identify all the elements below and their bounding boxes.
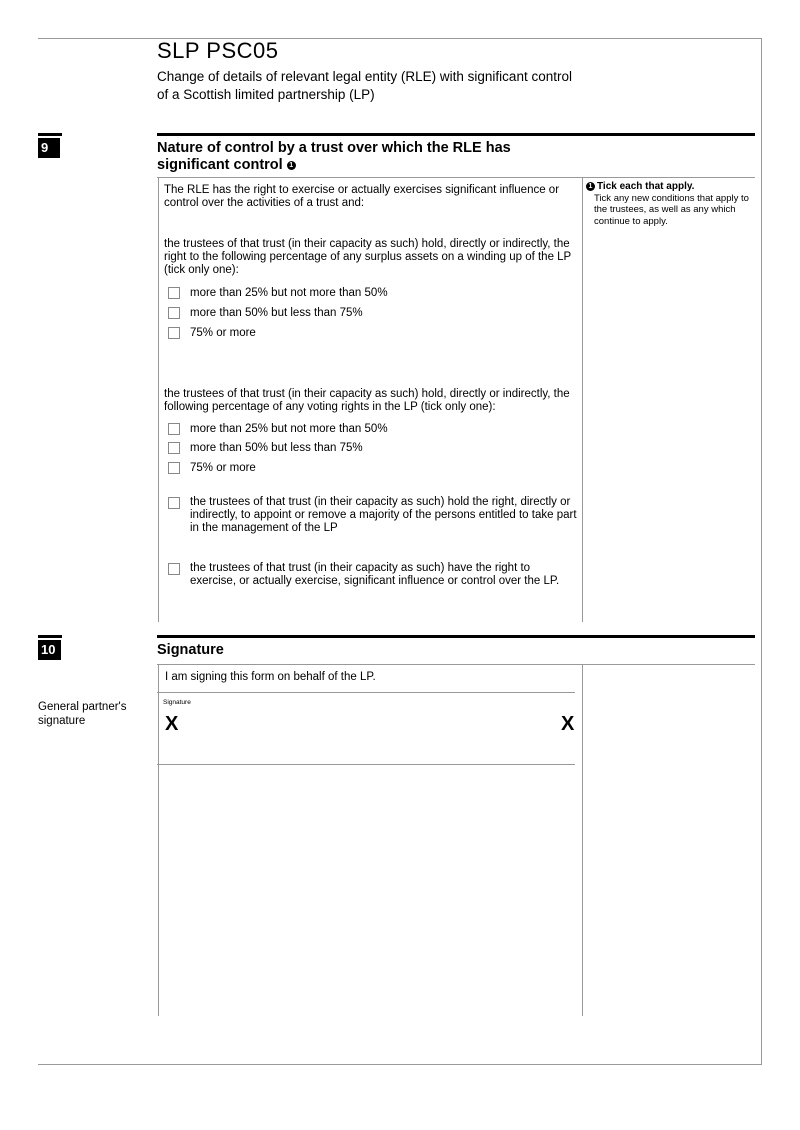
note-heading [586,181,758,193]
guidance-note [586,181,758,227]
section10-badge-rule [38,635,62,638]
voting-intro: the trustees of that trust (in their capacity as such) hold, directly or indirectly, the following percentage of any voting rights in the LP (tick only one): [164,388,570,413]
assets-option-25-50[interactable] [168,286,388,300]
voting-option-75-plus[interactable] [168,461,256,475]
section9-intro: The RLE has the right to exercise or actually exercises significant influence or control over the activities of a trust and: [164,184,560,209]
checkbox[interactable] [168,423,180,435]
top-border [38,38,762,39]
signature-start-mark: X [165,713,179,735]
assets-intro: the trustees of that trust (in their capacity as such) hold, directly or indirectly, the right to the following percentage of any surplus assets on a winding up of the LP (tick only one): [164,238,572,276]
section9-box-top [157,177,755,178]
signing-statement: I am signing this form on behalf of the LP. [165,671,376,683]
bottom-border [38,1064,762,1065]
option-label: 75% or more [190,462,256,474]
section10-number: 10 [38,640,61,660]
form-description-line1: Change of details of relevant legal entity (RLE) with significant control [157,69,572,84]
checkbox[interactable] [168,442,180,454]
section10-box-top [157,664,755,665]
voting-option-50-75[interactable] [168,441,363,455]
signature-end-mark: X [561,713,575,735]
signature-field[interactable] [159,693,575,764]
right-border [761,38,762,1065]
option-label: more than 25% but not more than 50% [190,423,388,435]
option-label: 75% or more [190,327,256,339]
section10-title: Signature [157,642,224,658]
section9-box-left [158,177,159,622]
section9-title-line1: Nature of control by a trust over which the RLE has [157,140,511,156]
option-label: more than 50% but less than 75% [190,442,363,454]
option-label: the trustees of that trust (in their capacity as such) hold the right, directly or indirectly, to appoint or remove a majority of the persons entitled to take part in the management of the LP [190,496,577,534]
checkbox[interactable] [168,563,180,575]
signature-label: Signature [163,699,191,706]
section9-top-rule [157,133,755,136]
general-partner-label: General partner's signature [38,701,127,727]
form-description-line2: of a Scottish limited partnership (LP) [157,87,375,102]
note-marker-icon: 1 [287,161,296,170]
note-text: Tick any new conditions that apply to the trustees, as well as any which continue to apply. [594,192,749,227]
section9-title-line2 [157,157,511,174]
checkbox[interactable] [168,307,180,319]
section9-box-divider [582,177,583,622]
section9-badge-rule [38,133,62,136]
section10-top-rule [157,635,755,638]
voting-option-25-50[interactable] [168,422,388,436]
checkbox[interactable] [168,497,180,509]
checkbox[interactable] [168,462,180,474]
note-heading-text: Tick each that apply. [597,181,695,192]
assets-option-50-75[interactable] [168,306,363,320]
option-label: the trustees of that trust (in their capacity as such) have the right to exercise, or actually exercise, significant influence or control over the LP. [190,562,560,587]
influence-option[interactable] [168,562,578,588]
assets-option-75-plus[interactable] [168,326,256,340]
note-marker-icon: 1 [586,182,595,191]
checkbox[interactable] [168,287,180,299]
appoint-option[interactable] [168,496,578,535]
form-description [157,68,597,104]
option-label: more than 25% but not more than 50% [190,287,388,299]
option-label: more than 50% but less than 75% [190,307,363,319]
section9-title-text: significant control [157,157,283,173]
section9-title [157,140,511,174]
section10-box-divider [582,664,583,1016]
section9-number: 9 [38,138,60,158]
form-code: SLP PSC05 [157,38,279,63]
signature-bottom-line [157,764,575,765]
checkbox[interactable] [168,327,180,339]
